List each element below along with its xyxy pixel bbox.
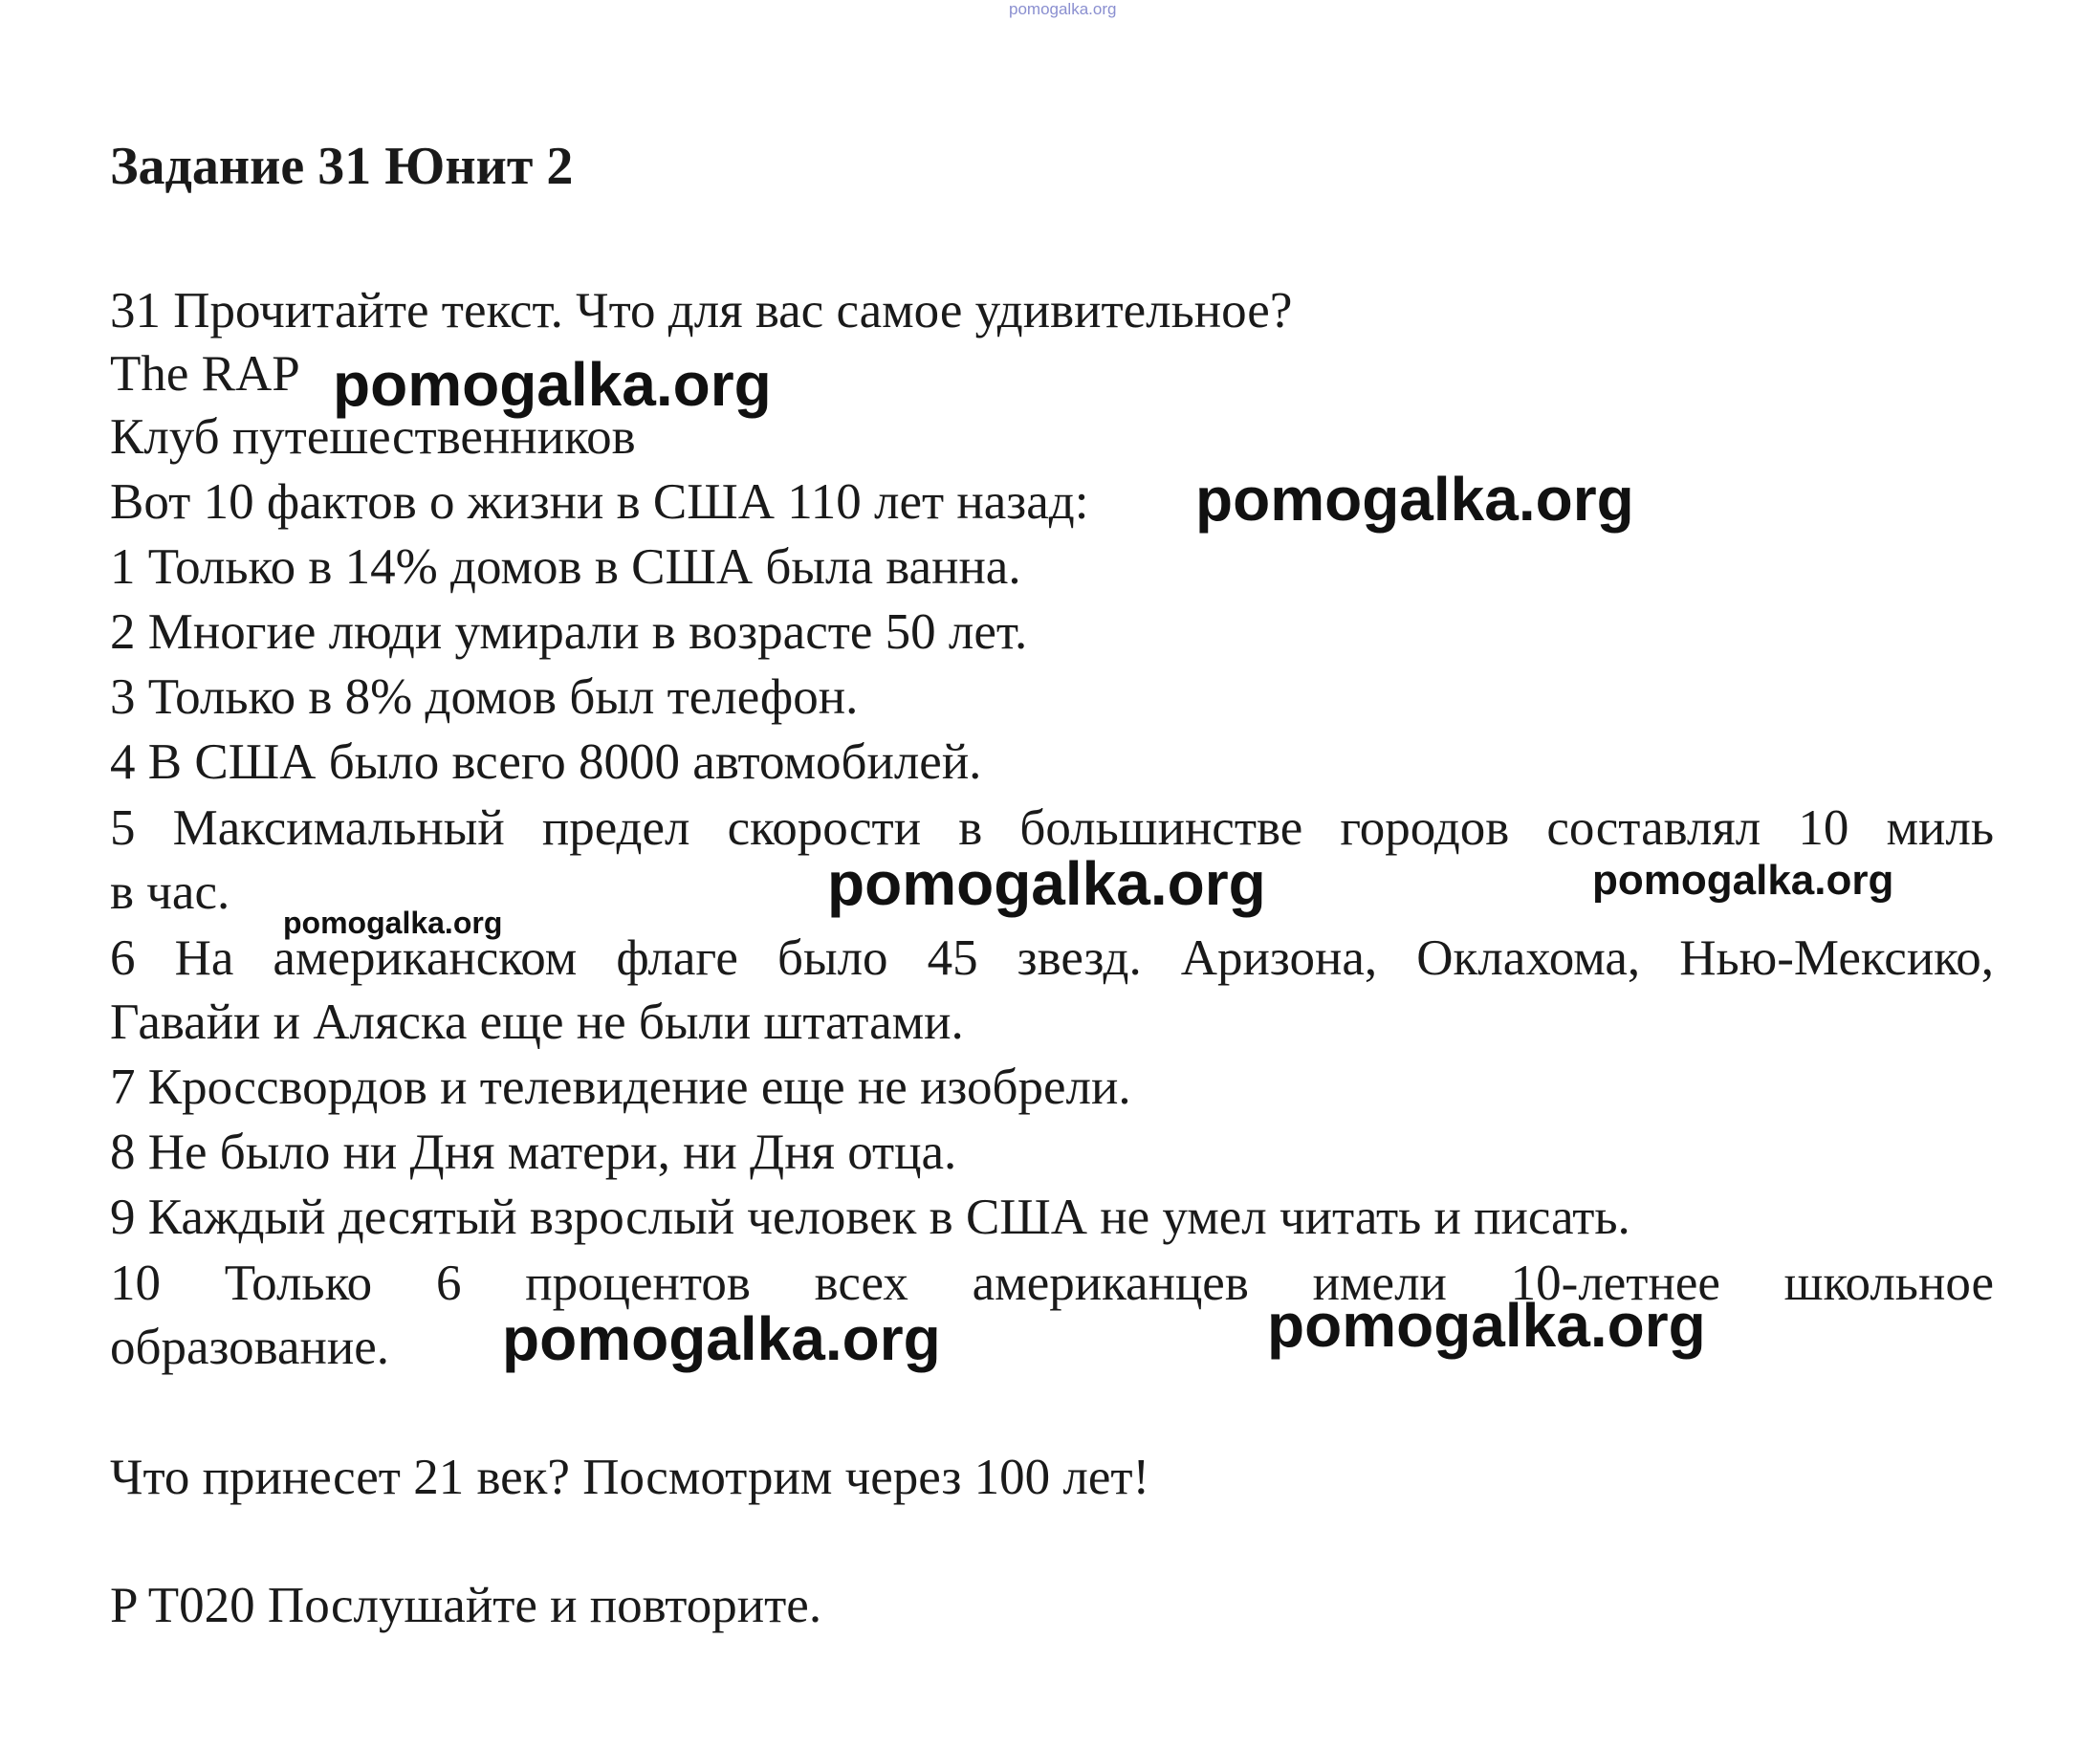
watermark: pomogalka.org	[502, 1304, 941, 1373]
fact-5-cont: в час.	[110, 864, 230, 920]
fact-5: 5 Максимальный предел скорости в большинстве городов составлял 10 миль	[110, 800, 1994, 856]
exercise-prompt: 31 Прочитайте текст. Что для вас самое удивительное?	[110, 283, 1293, 339]
fact-7: 7 Кроссвордов и телевидение еще не изобрели.	[110, 1060, 1131, 1115]
listening-task: P T020 Послушайте и повторите.	[110, 1578, 822, 1633]
watermark: pomogalka.org	[333, 350, 772, 419]
watermark: pomogalka.org	[1267, 1291, 1706, 1360]
fact-6-cont: Гавайи и Аляска еще не были штатами.	[110, 994, 964, 1050]
fact-10: 10 Только 6 процентов всех американцев имели 10-летнее школьное	[110, 1256, 1994, 1311]
text-heading: The RAP	[110, 346, 300, 402]
fact-4: 4 В США было всего 8000 автомобилей.	[110, 734, 982, 790]
club-name: Клуб путешественников	[110, 409, 636, 465]
facts-intro: Вот 10 фактов о жизни в США 110 лет назад:	[110, 474, 1089, 530]
closing-line: Что принесет 21 век? Посмотрим через 100 лет!	[110, 1450, 1150, 1505]
fact-10-cont: образование.	[110, 1320, 389, 1375]
fact-9: 9 Каждый десятый взрослый человек в США не умел читать и писать.	[110, 1190, 1630, 1245]
watermark: pomogalka.org	[1195, 465, 1634, 534]
header-watermark: pomogalka.org	[1009, 0, 1117, 18]
fact-6: 6 На американском флаге было 45 звезд. Аризона, Оклахома, Нью-Мексико,	[110, 930, 1994, 986]
fact-1: 1 Только в 14% домов в США была ванна.	[110, 539, 1021, 595]
fact-8: 8 Не было ни Дня матери, ни Дня отца.	[110, 1125, 957, 1180]
watermark: pomogalka.org	[827, 849, 1266, 918]
watermark: pomogalka.org	[1592, 857, 1894, 904]
watermark: pomogalka.org	[283, 906, 503, 940]
fact-2: 2 Многие люди умирали в возрасте 50 лет.	[110, 604, 1028, 660]
page-title: Задание 31 Юнит 2	[110, 137, 574, 196]
fact-3: 3 Только в 8% домов был телефон.	[110, 669, 859, 725]
